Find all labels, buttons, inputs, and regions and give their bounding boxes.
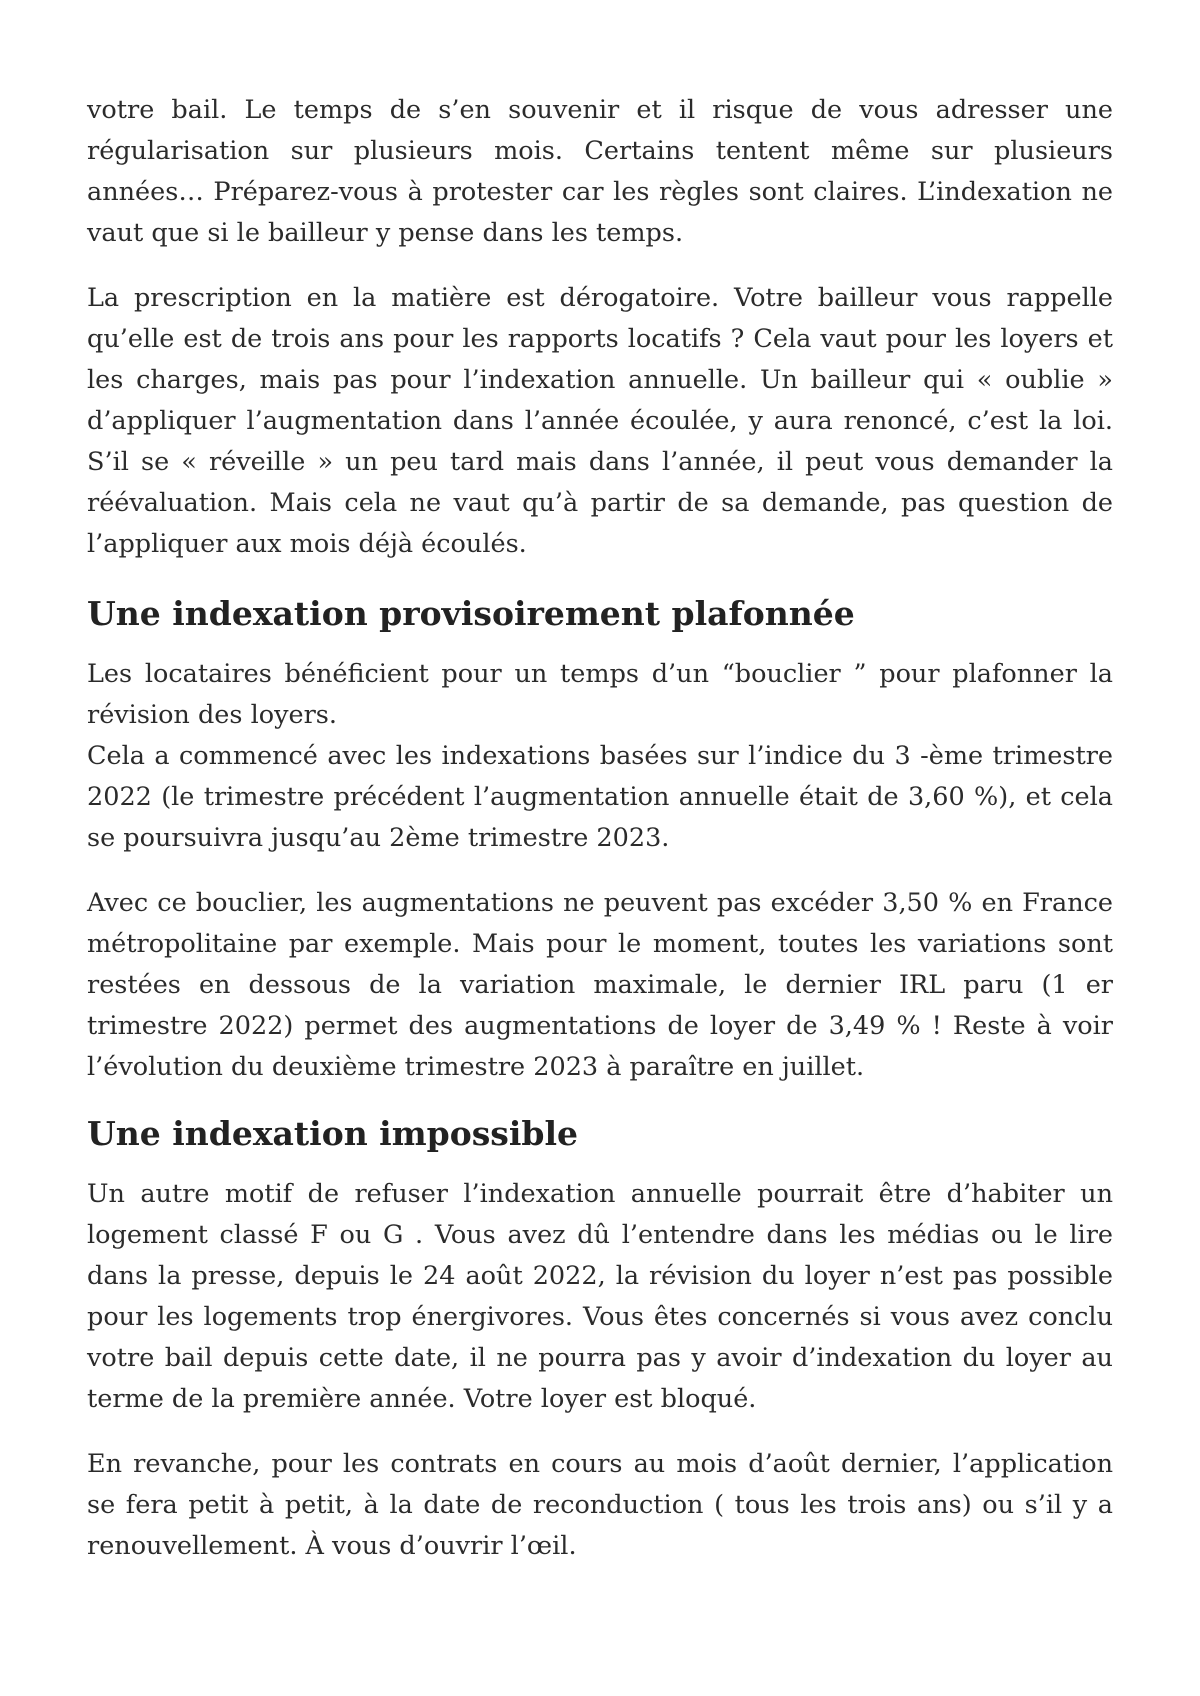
paragraph-bail-regularisation: votre bail. Le temps de s’en souvenir et il risque de vous adresser une régularisation sur plusieurs mois. Certains tentent même sur plusieurs années… Préparez-vous à protester car les règles sont claires. L’indexation ne vaut que si le bailleur y pense dans les temps. xyxy=(87,95,1113,248)
paragraph-bouclier: Les locataires bénéficient pour un temps d’un “bouclier ” pour plafonner la révision des loyers. xyxy=(87,659,1113,730)
paragraph-prescription: La prescription en la matière est dérogatoire. Votre bailleur vous rappelle qu’elle est de trois ans pour les rapports locatifs ? Cela vaut pour les loyers et les charges, mais pas pour l’indexation annuelle. Un bailleur qui « oublie » d’appliquer l’augmentation dans l’année écoulée, y aura renoncé, c’est la loi. S’il se « réveille » un peu tard mais dans l’année, il peut vous demander la réévaluation. Mais cela ne vaut qu’à partir de sa demande, pas question de l’appliquer aux mois déjà écoulés. xyxy=(87,283,1113,559)
paragraph-augmentations-plafond: Avec ce bouclier, les augmentations ne peuvent pas excéder 3,50 % en France métropolitaine par exemple. Mais pour le moment, toutes les variations sont restées en dessous de la variation maximale, le dernier IRL paru (1 er trimestre 2022) permet des augmentations de loyer de 3,49 % ! Reste à voir l’évolution du deuxième trimestre 2023 à paraître en juillet. xyxy=(87,888,1113,1082)
paragraph-contrats-en-cours: En revanche, pour les contrats en cours au mois d’août dernier, l’application se fera petit à petit, à la date de reconduction ( tous les trois ans) ou s’il y a renouvellement. À vous d’ouvrir l’œil. xyxy=(87,1449,1113,1561)
heading-indexation-plafonnee: Une indexation provisoirement plafonnée xyxy=(87,594,855,633)
paragraph-indexations-trimestre: Cela a commencé avec les indexations basées sur l’indice du 3 -ème trimestre 2022 (le trimestre précédent l’augmentation annuelle était de 3,60 %), et cela se poursuivra jusqu’au 2ème trimestre 2023. xyxy=(87,741,1113,853)
paragraph-logement-f-g: Un autre motif de refuser l’indexation annuelle pourrait être d’habiter un logement classé F ou G . Vous avez dû l’entendre dans les médias ou le lire dans la presse, depuis le 24 août 2022, la révision du loyer n’est pas possible pour les logements trop énergivores. Vous êtes concernés si vous avez conclu votre bail depuis cette date, il ne pourra pas y avoir d’indexation du loyer au terme de la première année. Votre loyer est bloqué. xyxy=(87,1179,1113,1414)
document-page xyxy=(87,90,1113,1567)
heading-indexation-impossible: Une indexation impossible xyxy=(87,1114,579,1153)
